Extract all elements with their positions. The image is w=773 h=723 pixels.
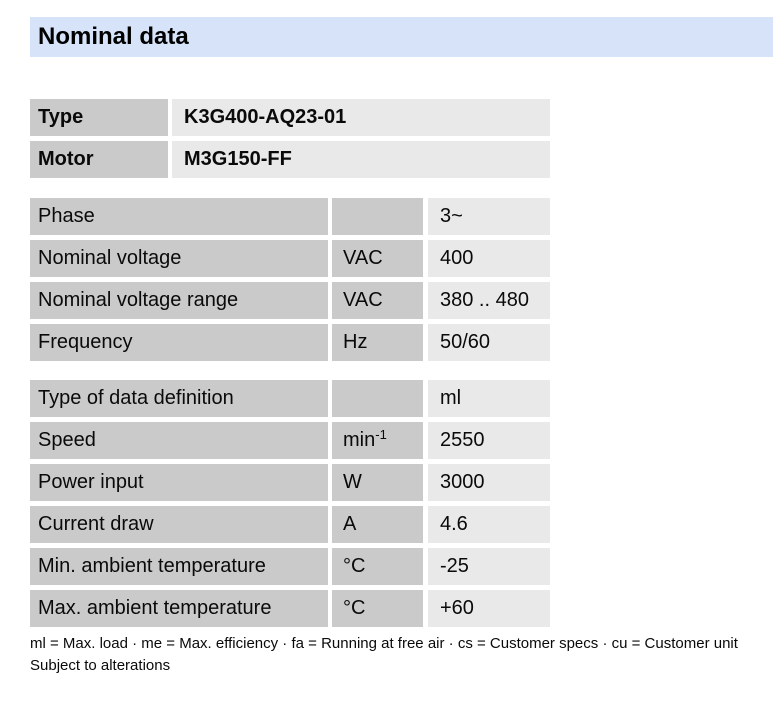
- row-value: 4.6: [428, 506, 550, 543]
- table-row: [30, 282, 550, 319]
- electrical-data-table: [30, 198, 550, 361]
- table-row: [30, 506, 550, 543]
- unit-superscript: -1: [375, 427, 387, 442]
- row-unit-cell: [332, 422, 423, 459]
- row-unit-cell: [332, 464, 423, 501]
- table-row: [30, 380, 550, 417]
- row-value: 380 .. 480: [428, 282, 550, 319]
- unit-text: °C: [343, 555, 366, 577]
- row-label: Frequency: [30, 324, 328, 361]
- row-label: Type: [30, 99, 168, 136]
- row-value: 50/60: [428, 324, 550, 361]
- row-label: Type of data definition: [30, 380, 328, 417]
- datasheet-page: [0, 17, 773, 723]
- unit-text: min: [343, 429, 376, 451]
- section-header-bar: [30, 17, 773, 57]
- table-row: [30, 422, 550, 459]
- row-label: Nominal voltage range: [30, 282, 328, 319]
- unit-text: W: [343, 471, 362, 493]
- alterations-note: Subject to alterations: [30, 657, 171, 674]
- unit-text: VAC: [343, 289, 383, 311]
- unit-text: Hz: [343, 331, 368, 353]
- row-value: M3G150-FF: [172, 141, 550, 178]
- row-label: Max. ambient temperature: [30, 590, 328, 627]
- row-value: 3000: [428, 464, 550, 501]
- row-unit-cell: [332, 548, 423, 585]
- performance-data-table: [30, 380, 550, 627]
- row-unit-cell: [332, 506, 423, 543]
- unit-text: °C: [343, 597, 366, 619]
- row-label: Power input: [30, 464, 328, 501]
- row-value: +60: [428, 590, 550, 627]
- row-value: ml: [428, 380, 550, 417]
- table-row: [30, 99, 550, 136]
- table-row: [30, 590, 550, 627]
- table-row: [30, 240, 550, 277]
- table-row: [30, 141, 550, 178]
- row-value: -25: [428, 548, 550, 585]
- row-unit-cell: [332, 380, 423, 417]
- table-row: [30, 324, 550, 361]
- page-title: Nominal data: [38, 23, 189, 50]
- row-unit-cell: [332, 324, 423, 361]
- row-unit-cell: [332, 240, 423, 277]
- row-value: 3~: [428, 198, 550, 235]
- unit-text: A: [343, 513, 357, 535]
- row-label: Current draw: [30, 506, 328, 543]
- row-label: Phase: [30, 198, 328, 235]
- footnote-block: [30, 633, 773, 677]
- unit-text: VAC: [343, 247, 383, 269]
- row-label: Min. ambient temperature: [30, 548, 328, 585]
- row-value: 2550: [428, 422, 550, 459]
- row-label: Speed: [30, 422, 328, 459]
- table-row: [30, 198, 550, 235]
- row-value: K3G400-AQ23-01: [172, 99, 550, 136]
- table-row: [30, 548, 550, 585]
- row-label: Nominal voltage: [30, 240, 328, 277]
- row-unit-cell: [332, 282, 423, 319]
- row-unit-cell: [332, 198, 423, 235]
- identification-table: [30, 99, 550, 178]
- row-label: Motor: [30, 141, 168, 178]
- row-value: 400: [428, 240, 550, 277]
- row-unit-cell: [332, 590, 423, 627]
- table-row: [30, 464, 550, 501]
- abbreviation-legend: ml = Max. load · me = Max. efficiency · fa = Running at free air · cs = Customer specs · cu = Customer unit: [30, 635, 738, 652]
